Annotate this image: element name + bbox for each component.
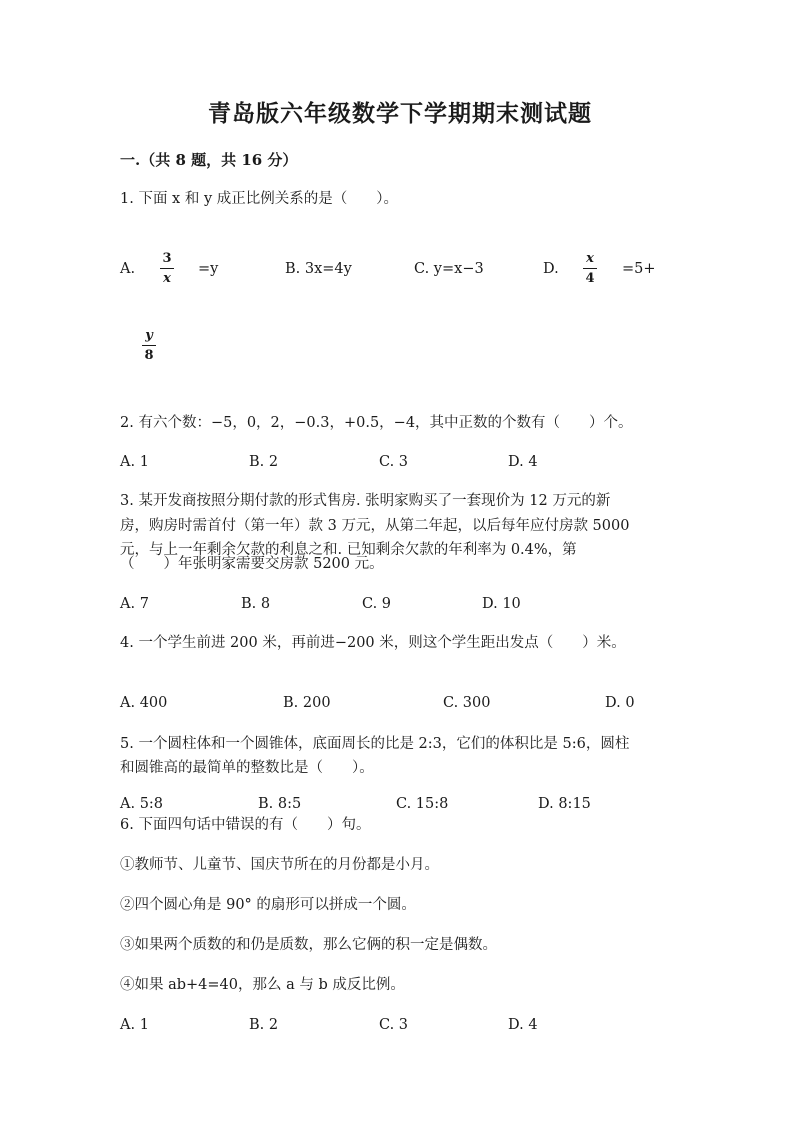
question-5-line-1: 5. 一个圆柱体和一个圆锥体，底面周长的比是 2:3，它们的体积比是 5:6，圆柱 (120, 736, 630, 752)
q4-option-b: B. 200 (283, 695, 331, 711)
q5-option-d: D. 8:15 (538, 796, 591, 812)
q1-option-a-fraction (160, 251, 174, 286)
q1-option-d-second-fraction (142, 328, 156, 363)
q6-option-d: D. 4 (508, 1017, 538, 1033)
q3-option-b: B. 8 (241, 596, 271, 612)
q6-option-c: C. 3 (379, 1017, 409, 1033)
q1-option-a-denominator: x (163, 271, 171, 286)
q1-option-a-label: A. (120, 261, 136, 277)
section-heading: 一.（共 8 题，共 16 分） (120, 151, 298, 169)
q2-option-d: D. 4 (508, 454, 538, 470)
question-4-stem: 4. 一个学生前进 200 米，再前进−200 米，则这个学生距出发点（ ）米。 (120, 635, 626, 651)
q3-option-c: C. 9 (362, 596, 392, 612)
question-6-stem: 6. 下面四句话中错误的有（ ）句。 (120, 817, 371, 833)
q2-option-c: C. 3 (379, 454, 409, 470)
q1-option-d-tail: =5+ (622, 261, 656, 277)
q1-option-a-numerator: 3 (162, 251, 172, 266)
q1-option-c: C. y=x−3 (414, 261, 484, 277)
question-5-line-2: 和圆锥高的最简单的整数比是（ ）。 (120, 760, 374, 776)
question-3-line-4: （ ）年张明家需要交房款 5200 元。 (120, 556, 384, 572)
q1-option-b: B. 3x=4y (285, 261, 352, 277)
q1-option-d-second-numerator: y (145, 328, 153, 343)
q6-statement-2: ②四个圆心角是 90° 的扇形可以拼成一个圆。 (120, 897, 416, 913)
question-3-line-1: 3. 某开发商按照分期付款的形式售房. 张明家购买了一套现价为 12 万元的新 (120, 493, 611, 509)
q1-option-d-label: D. (543, 261, 559, 277)
q6-statement-3: ③如果两个质数的和仍是质数，那么它俩的积一定是偶数。 (120, 937, 497, 953)
q3-option-a: A. 7 (120, 596, 149, 612)
q5-option-a: A. 5:8 (120, 796, 164, 812)
question-1-stem: 1. 下面 x 和 y 成正比例关系的是（ ）。 (120, 191, 398, 207)
page-title: 青岛版六年级数学下学期期末测试题 (208, 100, 592, 127)
question-3-line-3: 元，与上一年剩余欠款的利息之和. 已知剩余欠款的年利率为 0.4%，第 (120, 542, 577, 558)
q4-option-c: C. 300 (443, 695, 491, 711)
question-3-line-2: 房，购房时需首付（第一年）款 3 万元，从第二年起，以后每年应付房款 5000 (120, 518, 630, 534)
question-2-stem: 2. 有六个数：−5，0，2，−0.3，+0.5，−4，其中正数的个数有（ ）个。 (120, 415, 633, 431)
q2-option-a: A. 1 (120, 454, 149, 470)
q1-option-a-tail: =y (198, 261, 219, 277)
fraction-bar (160, 268, 174, 269)
q6-statement-1: ①教师节、儿童节、国庆节所在的月份都是小月。 (120, 857, 439, 873)
q1-option-d-numerator: x (586, 251, 594, 266)
q6-statement-4: ④如果 ab+4=40，那么 a 与 b 成反比例。 (120, 977, 405, 993)
q4-option-d: D. 0 (605, 695, 635, 711)
q1-option-d-denominator: 4 (585, 271, 595, 286)
q4-option-a: A. 400 (120, 695, 168, 711)
q5-option-c: C. 15:8 (396, 796, 449, 812)
fraction-bar (583, 268, 597, 269)
q2-option-b: B. 2 (249, 454, 279, 470)
q6-option-b: B. 2 (249, 1017, 279, 1033)
q5-option-b: B. 8:5 (258, 796, 302, 812)
fraction-bar (142, 345, 156, 346)
q3-option-d: D. 10 (482, 596, 521, 612)
q1-option-d-fraction (583, 251, 597, 286)
q6-option-a: A. 1 (120, 1017, 149, 1033)
q1-option-d-second-denominator: 8 (144, 348, 154, 363)
